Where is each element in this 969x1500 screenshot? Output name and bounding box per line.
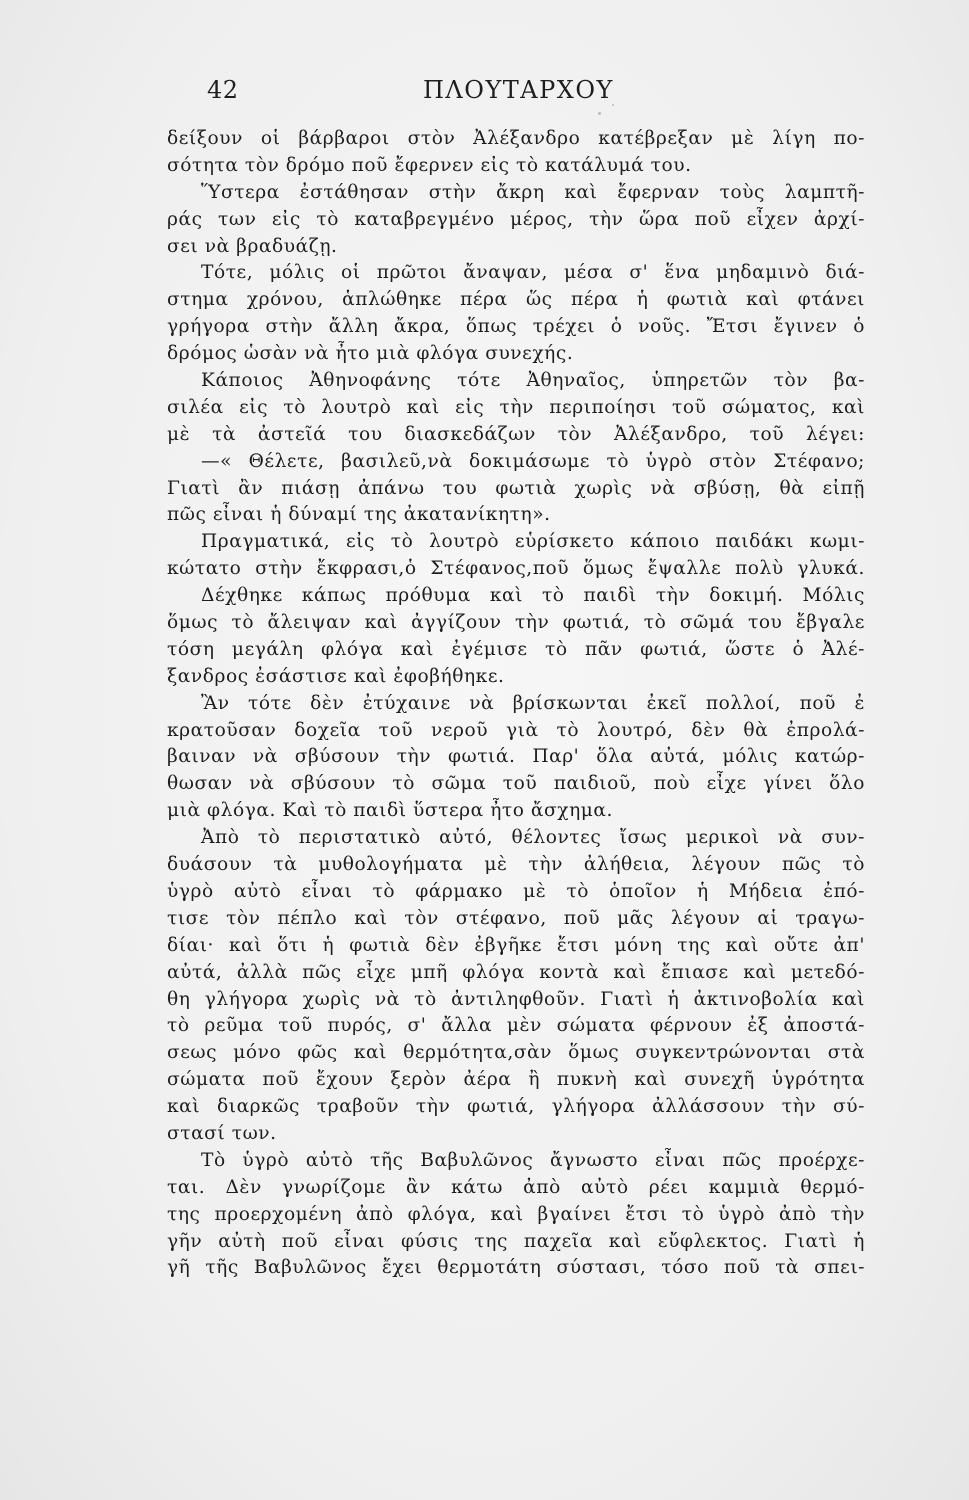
text-line: αὐτά, ἀλλὰ πῶς εἶχε μπῆ φλόγα κοντὰ καὶ ἔπιασε καὶ μετεδό- xyxy=(167,961,865,983)
text-line: θη γλήγορα χωρὶς νὰ τὸ ἀντιληφθοῦν. Γιατὶ ἡ ἀκτινοβολία καὶ xyxy=(167,988,865,1010)
text-line: —« Θέλετε, βασιλεῦ,νὰ δοκιμάσωμε τὸ ὑγρὸ στὸν Στέφανο; xyxy=(201,450,865,472)
text-line: βαιναν νὰ σβύσουν τὴν φωτιά. Παρ' ὅλα αὐτά, μόλις κατώρ- xyxy=(167,746,865,768)
text-line: δίαι· καὶ ὅτι ἡ φωτιὰ δὲν ἐβγῆκε ἔτσι μόνη της καὶ οὔτε ἀπ' xyxy=(167,934,865,956)
print-speckle xyxy=(394,300,396,302)
text-line: σώματα ποῦ ἔχουν ξερὸν ἀέρα ἢ πυκνὴ καὶ συνεχῆ ὑγρότητα xyxy=(167,1069,865,1091)
text-line: της προερχομένη ἀπὸ φλόγα, καὶ βγαίνει ἔτσι τὸ ὑγρὸ ἀπὸ τὴν xyxy=(167,1203,865,1225)
text-line: στημα χρόνου, ἁπλώθηκε πέρα ὥς πέρα ἡ φωτιὰ καὶ φτάνει xyxy=(167,289,865,311)
text-line: ξανδρος ἐσάστισε καὶ ἐφοβήθηκε. xyxy=(167,665,505,687)
text-line: θωσαν νὰ σβύσουν τὸ σῶμα τοῦ παιδιοῦ, ποὺ εἶχε γίνει ὅλο xyxy=(167,773,865,795)
text-line: Δέχθηκε κάπως πρόθυμα καὶ τὸ παιδὶ τὴν δοκιμή. Μόλις xyxy=(201,585,865,607)
running-head: ΠΛΟΥΤΑΡΧΟΥ xyxy=(423,76,614,104)
text-line: σει νὰ βραδυάζῃ. xyxy=(167,235,338,257)
text-line: σιλέα εἰς τὸ λουτρὸ καὶ εἰς τὴν περιποίησι τοῦ σώματος, καὶ xyxy=(167,396,865,418)
text-line: γρήγορα στὴν ἄλλη ἄκρα, ὅπως τρέχει ὁ νοῦς. Ἔτσι ἔγινεν ὁ xyxy=(167,316,865,338)
page-number: 42 xyxy=(207,76,239,104)
text-line: Τότε, μόλις οἱ πρῶτοι ἄναψαν, μέσα σ' ἕνα μηδαμινὸ διά- xyxy=(201,262,865,284)
print-speckle xyxy=(612,104,614,106)
text-line: σεως μόνο φῶς καὶ θερμότητα,σὰν ὅμως συγκεντρώνονται στὰ xyxy=(167,1042,865,1064)
page-header xyxy=(167,76,865,116)
text-line: κρατοῦσαν δοχεῖα τοῦ νεροῦ γιὰ τὸ λουτρό, δὲν θὰ ἐπρολά- xyxy=(167,719,865,741)
text-line: Ἀπὸ τὸ περιστατικὸ αὐτό, θέλοντες ἴσως μερικοὶ νὰ συν- xyxy=(201,827,865,849)
text-line: καὶ διαρκῶς τραβοῦν τὴν φωτιά, γλήγορα ἀλλάσσουν τὴν σύ- xyxy=(167,1096,865,1118)
text-line: μιὰ φλόγα. Καὶ τὸ παιδὶ ὕστερα ἦτο ἄσχημα. xyxy=(167,800,613,822)
text-line: γῆ τῆς Βαβυλῶνος ἔχει θερμοτάτη σύστασι, τόσο ποῦ τὰ σπει- xyxy=(167,1257,865,1279)
text-line: τισε τὸν πέπλο καὶ τὸν στέφανο, ποῦ μᾶς λέγουν αἱ τραγω- xyxy=(167,907,865,929)
text-line: δρόμος ὡσὰν νὰ ἦτο μιὰ φλόγα συνεχής. xyxy=(167,343,574,365)
text-line: πῶς εἶναι ἡ δύναμί της ἀκατανίκητη». xyxy=(167,504,551,526)
text-line: Ὕστερα ἐστάθησαν στὴν ἄκρη καὶ ἔφερναν τοὺς λαμπτῆ- xyxy=(201,181,865,203)
text-line: ὅμως τὸ ἄλειψαν καὶ ἀγγίζουν τὴν φωτιά, τὸ σῶμά του ἔβγαλε xyxy=(167,612,865,634)
text-line: μὲ τὰ ἀστεῖά του διασκεδάζων τὸν Ἀλέξανδρο, τοῦ λέγει: xyxy=(167,423,865,445)
text-line: κώτατο στὴν ἔκφρασι,ὁ Στέφανος,ποῦ ὅμως ἔψαλλε πολὺ γλυκά. xyxy=(167,558,865,580)
text-line: δυάσουν τὰ μυθολογήματα μὲ τὴν ἀλήθεια, λέγουν πῶς τὸ xyxy=(167,854,865,876)
text-line: τὸ ρεῦμα τοῦ πυρός, σ' ἄλλα μὲν σώματα φέρνουν ἐξ ἀποστά- xyxy=(167,1015,865,1037)
text-line: Τὸ ὑγρὸ αὐτὸ τῆς Βαβυλῶνος ἄγνωστο εἶναι πῶς προέρχε- xyxy=(201,1149,865,1171)
text-line: δείξουν οἱ βάρβαροι στὸν Ἀλέξανδρο κατέβρεξαν μὲ λίγη πο- xyxy=(167,128,865,149)
text-line: Κάποιος Ἀθηνοφάνης τότε Ἀθηναῖος, ὑπηρετῶν τὸν βα- xyxy=(201,370,865,392)
print-speckle xyxy=(598,112,601,115)
text-line: ται. Δὲν γνωρίζομε ἂν κάτω ἀπὸ αὐτὸ ρέει καμμιὰ θερμό- xyxy=(167,1176,865,1198)
text-line: στασί των. xyxy=(167,1122,277,1144)
body-text xyxy=(167,126,865,1282)
print-speckle xyxy=(846,1182,848,1184)
text-line: Γιατὶ ἂν πιάσῃ ἀπάνω του φωτιὰ χωρὶς νὰ σβύσῃ, θὰ εἰπῇ xyxy=(167,477,865,499)
text-line: Ἂν τότε δὲν ἐτύχαινε νὰ βρίσκωνται ἐκεῖ πολλοί, ποῦ ἐ xyxy=(201,692,865,714)
text-line: ράς των εἰς τὸ καταβρεγμένο μέρος, τὴν ὥρα ποῦ εἶχεν ἀρχί- xyxy=(167,208,865,230)
text-line: Πραγματικά, εἰς τὸ λουτρὸ εὑρίσκετο κάποιο παιδάκι κωμι- xyxy=(201,531,865,553)
text-line: γῆν αὐτὴ ποῦ εἶναι φύσις της παχεῖα καὶ εὔφλεκτος. Γιατὶ ἡ xyxy=(167,1230,865,1252)
text-line: ὑγρὸ αὐτὸ εἶναι τὸ φάρμακο μὲ τὸ ὁποῖον ἡ Μήδεια ἐπό- xyxy=(167,880,865,902)
text-line: τόση μεγάλη φλόγα καὶ ἐγέμισε τὸ πᾶν φωτιά, ὥστε ὁ Ἀλέ- xyxy=(167,638,865,660)
text-line: σότητα τὸν δρόμο ποῦ ἔφερνεν εἰς τὸ κατάλυμά του. xyxy=(167,154,692,176)
